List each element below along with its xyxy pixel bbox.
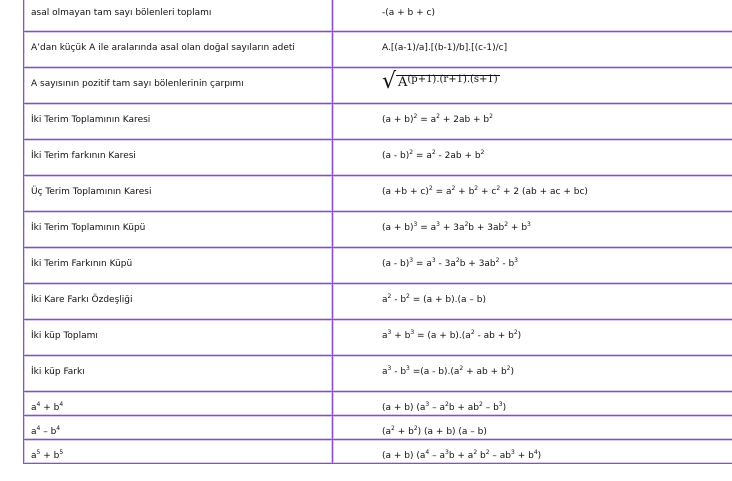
table-row <box>24 104 732 140</box>
table-row <box>24 356 732 392</box>
formula-exponent: 4 <box>36 425 41 432</box>
formula-exponent: 3 <box>425 401 430 408</box>
formula-term: (a + b) <box>382 223 414 233</box>
formula-term: – b <box>482 403 499 413</box>
formula-term: + b <box>514 451 534 461</box>
table-row <box>24 320 732 356</box>
row-formula <box>333 212 732 248</box>
formula-exponent: 2 <box>504 221 509 228</box>
formula-exponent: 3 <box>514 257 518 264</box>
radicand-base: A <box>398 75 408 90</box>
formula-exponent: 2 <box>413 425 418 432</box>
formula-term: - ab + b <box>474 331 514 341</box>
row-label <box>24 440 333 464</box>
formula-exponent: 2 <box>459 365 464 372</box>
table-row <box>24 212 732 248</box>
formula-exponent: 2 <box>428 185 433 192</box>
formula-exponent: 2 <box>470 329 475 336</box>
formula-term: = (a + b).(a <box>414 331 471 341</box>
table-row <box>24 248 732 284</box>
formula-term: a <box>382 295 388 305</box>
row-formula <box>333 284 732 320</box>
formula-term: a <box>382 331 388 341</box>
row-label: İki Terim Toplamının Karesi <box>24 104 333 140</box>
square-root-formula <box>382 69 500 94</box>
formula-exponent: 3 <box>444 449 449 456</box>
formula-exponent: 2 <box>444 401 449 408</box>
formula-term: – a <box>429 403 445 413</box>
formula-term: = a <box>413 259 432 269</box>
formula-term: (a +b + c) <box>382 187 429 197</box>
formula-term: a <box>31 451 37 461</box>
formula-term: + b <box>394 427 414 437</box>
formula-exponent: 3 <box>410 329 415 336</box>
formula-term: + b <box>508 223 528 233</box>
radicand <box>396 75 500 89</box>
row-label: İki Terim Farkının Küpü <box>24 248 333 284</box>
row-formula <box>333 320 732 356</box>
formula-term: (a <box>382 427 392 437</box>
row-formula <box>333 440 732 464</box>
row-label: İki Terim Toplamının Küpü <box>24 212 333 248</box>
formula-exponent: 2 <box>464 221 469 228</box>
formula-term: b + 3ab <box>459 259 496 269</box>
formula-exponent: 4 <box>59 401 64 408</box>
formula-term: + b <box>40 451 60 461</box>
formula-exponent: 2 <box>485 449 490 456</box>
row-label: A’dan küçük A ile aralarında asal olan doğal sayıların adeti <box>24 32 333 68</box>
row-formula <box>333 248 732 284</box>
row-label: İki Terim farkının Karesi <box>24 140 333 176</box>
formula-exponent: 2 <box>513 329 518 336</box>
formula-table <box>23 0 732 464</box>
formula-term: + c <box>478 187 497 197</box>
radicand-exponent: (p+1).(r+1).(s+1) <box>407 74 498 85</box>
formula-exponent: 3 <box>511 449 515 456</box>
formula-exponent: 2 <box>496 185 501 192</box>
formula-term: ) (a + b) (a – b) <box>417 427 487 437</box>
formula-term: – a <box>429 451 445 461</box>
formula-exponent: 5 <box>36 449 41 456</box>
formula-term: - b <box>499 259 515 269</box>
formula-exponent: 2 <box>431 149 436 156</box>
formula-term: = a <box>417 115 437 125</box>
row-label: asal olmayan tam sayı bölenleri toplamı <box>24 0 333 32</box>
formula-term: - 3a <box>435 259 456 269</box>
table-row <box>24 140 732 176</box>
table-row <box>24 416 732 440</box>
row-formula <box>333 104 732 140</box>
formula-term: (a - b) <box>382 151 410 161</box>
formula-exponent: 4 <box>533 449 538 456</box>
row-label: Üç Terim Toplamının Karesi <box>24 176 333 212</box>
formula-term: b + 3ab <box>468 223 505 233</box>
row-formula <box>333 176 732 212</box>
formula-term: = a <box>432 187 452 197</box>
table-row <box>24 440 732 464</box>
formula-exponent: 2 <box>489 113 493 120</box>
formula-exponent: 3 <box>387 329 392 336</box>
row-formula <box>333 416 732 440</box>
formula-term: + 2ab + b <box>439 115 490 125</box>
formula-exponent: 4 <box>36 401 41 408</box>
formula-term: ) <box>537 451 542 461</box>
row-label: A sayısının pozitif tam sayı bölenlerinin çarpımı <box>24 68 333 104</box>
formula-term: + 3a <box>439 223 465 233</box>
formula-exponent: 2 <box>474 185 479 192</box>
formula-term: + b <box>455 187 475 197</box>
formula-term: b + a <box>448 451 474 461</box>
table-row <box>24 32 732 68</box>
row-label: İki küp Farkı <box>24 356 333 392</box>
formula-exponent: 2 <box>409 149 414 156</box>
table-row <box>24 176 732 212</box>
row-formula <box>333 356 732 392</box>
row-formula: A.[(a-1)/a].[(b-1)/b].[(c-1)/c] <box>333 32 732 68</box>
formula-exponent: 5 <box>59 449 64 456</box>
formula-exponent: 2 <box>387 293 392 300</box>
formula-term: - 2ab + b <box>435 151 481 161</box>
formula-exponent: 2 <box>436 113 440 120</box>
formula-term: a <box>382 367 388 377</box>
formula-exponent: 2 <box>473 449 478 456</box>
formula-exponent: 3 <box>413 221 418 228</box>
row-formula <box>333 140 732 176</box>
formula-exponent: 2 <box>479 401 483 408</box>
formula-term: =(a - b).(a <box>409 367 460 377</box>
formula-term: – b <box>40 427 57 437</box>
formula-exponent: 3 <box>498 401 503 408</box>
row-label: İki küp Toplamı <box>24 320 333 356</box>
table-row <box>24 0 732 32</box>
row-formula <box>333 392 732 416</box>
formula-term: b <box>477 451 486 461</box>
radical-sign: √ <box>382 69 397 94</box>
formula-term: a <box>31 427 37 437</box>
table-row <box>24 392 732 416</box>
formula-exponent: 3 <box>387 365 392 372</box>
table-row <box>24 68 732 104</box>
formula-term: = (a + b).(a – b) <box>409 295 486 305</box>
formula-term: ) <box>502 403 507 413</box>
row-formula: -(a + b + c) <box>333 0 732 32</box>
formula-exponent: 2 <box>451 185 456 192</box>
formula-exponent: 3 <box>406 365 410 372</box>
row-label <box>24 416 333 440</box>
formula-exponent: 2 <box>406 293 410 300</box>
formula-exponent: 4 <box>425 449 430 456</box>
formula-term: b + ab <box>448 403 480 413</box>
formula-term: + 2 (ab + ac + bc) <box>500 187 588 197</box>
formula-exponent: 2 <box>480 149 485 156</box>
formula-term: + b <box>391 331 411 341</box>
formula-exponent: 3 <box>431 257 436 264</box>
formula-exponent: 3 <box>527 221 531 228</box>
formula-term: - b <box>391 295 407 305</box>
row-formula <box>333 68 732 104</box>
formula-exponent: 4 <box>56 425 61 432</box>
formula-term: – ab <box>489 451 511 461</box>
formula-term: = a <box>417 223 437 233</box>
formula-exponent: 2 <box>495 257 500 264</box>
formula-term: + ab + b <box>463 367 507 377</box>
formula-term: - b <box>391 367 407 377</box>
formula-term: (a + b) (a <box>382 403 426 413</box>
row-label <box>24 392 333 416</box>
table-row <box>24 284 732 320</box>
formula-term: a <box>31 403 37 413</box>
row-label: İki Kare Farkı Özdeşliği <box>24 284 333 320</box>
formula-exponent: 3 <box>409 257 414 264</box>
formula-exponent: 2 <box>506 365 511 372</box>
formula-exponent: 3 <box>436 221 440 228</box>
formula-term: = a <box>413 151 432 161</box>
formula-term: (a + b) <box>382 115 414 125</box>
formula-exponent: 2 <box>413 113 418 120</box>
formula-term: (a + b) (a <box>382 451 426 461</box>
formula-exponent: 2 <box>391 425 395 432</box>
formula-term: ) <box>517 331 522 341</box>
formula-exponent: 2 <box>455 257 460 264</box>
formula-term: ) <box>510 367 515 377</box>
formula-term: (a - b) <box>382 259 410 269</box>
formula-term: + b <box>40 403 60 413</box>
